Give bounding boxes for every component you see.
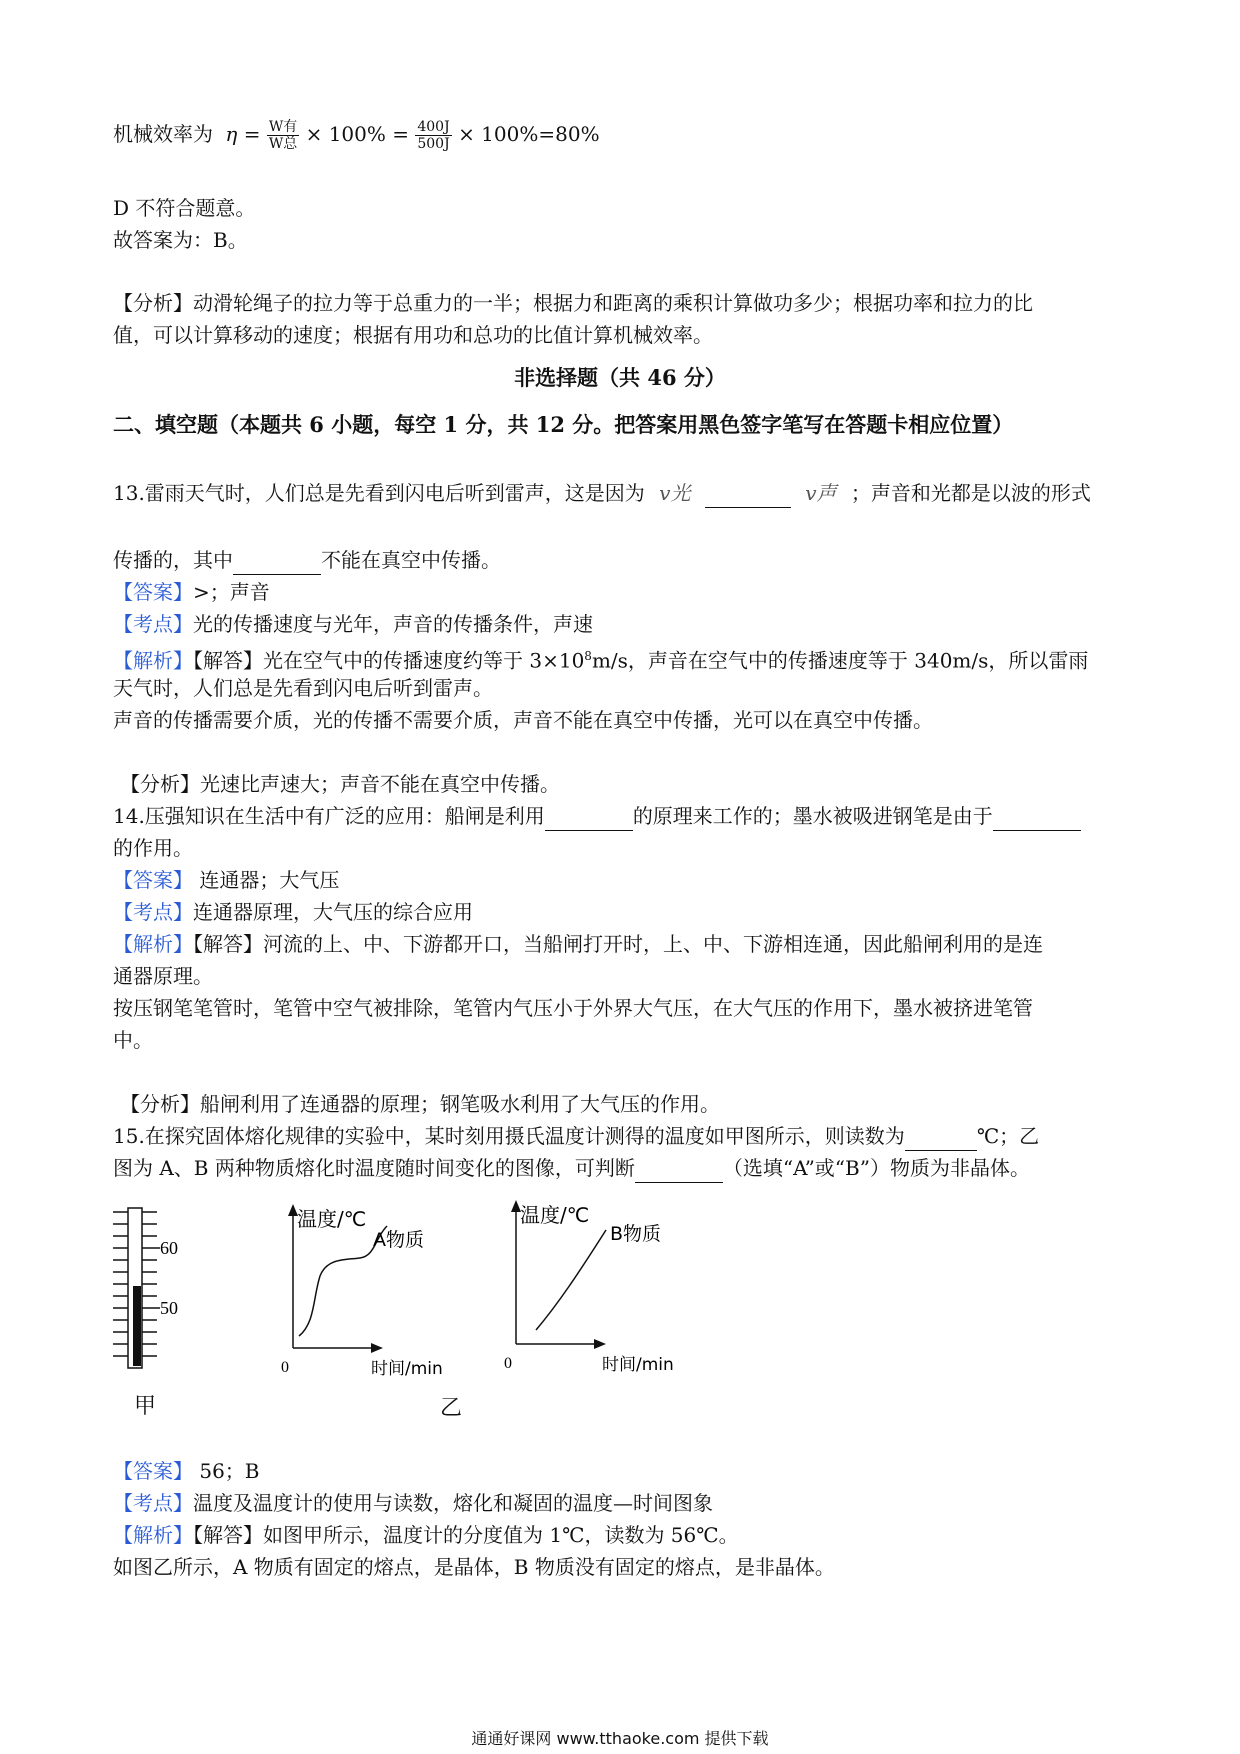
answer-tag: 【答案】: [113, 868, 193, 892]
figure-label-jia: 甲: [134, 1394, 157, 1419]
q15-text-b1: 图为 A、B 两种物质熔化时温度随时间变化的图像，可判断: [113, 1156, 635, 1180]
answer-tag: 【答案】: [113, 1459, 193, 1483]
formula-result: × 100%=80%: [458, 122, 600, 146]
q13-text-a: 13.雷雨天气时，人们总是先看到闪电后听到雷声，这是因为: [113, 481, 645, 505]
text-line: 声音的传播需要介质，光的传播不需要介质，声音不能在真空中传播，光可以在真空中传播。: [113, 708, 933, 732]
text-line: 天气时，人们总是先看到闪电后听到雷声。: [113, 676, 493, 700]
formula-den: 500J: [417, 136, 450, 152]
thermometer-figure: [110, 1200, 220, 1380]
y-axis-label: 温度/℃: [297, 1207, 367, 1231]
q13-kaodian: [113, 609, 593, 639]
kaodian-text: 连通器原理，大气压的综合应用: [193, 900, 473, 924]
text-line: D 不符合题意。: [113, 196, 256, 220]
q14-text-a2: 的原理来工作的；墨水被吸进钢笔是由于: [632, 804, 993, 828]
q13-answer: [113, 577, 270, 607]
tick-label-50: 50: [160, 1298, 178, 1318]
kaodian-tag: 【考点】: [113, 1491, 193, 1515]
tick-label-60: 60: [160, 1238, 178, 1258]
x-axis-arrow: [371, 1343, 383, 1353]
q13-jiexi: [113, 641, 1088, 676]
answer-blank: [705, 489, 791, 508]
jiexi-tag: 【解析】: [113, 1523, 193, 1547]
thermometer-column: [133, 1286, 141, 1366]
answer-blank: [905, 1132, 977, 1151]
curve-label-b: B物质: [610, 1223, 662, 1245]
q15-text-a1: 15.在探究固体熔化规律的实验中，某时刻用摄氏温度计测得的温度如甲图所示，则读数为: [113, 1124, 905, 1148]
q14-jiexi: [113, 929, 1043, 959]
answer-text: 56；B: [193, 1459, 260, 1483]
answer-blank: [545, 812, 633, 831]
origin-label: 0: [504, 1355, 512, 1372]
page-footer: 通通好课网 www.tthaoke.com 提供下载: [471, 1729, 769, 1748]
formula-fraction-j: [415, 119, 451, 152]
q13-text-c1: 传播的，其中: [113, 548, 233, 572]
text-line: 中。: [113, 1028, 153, 1052]
answer-blank: [635, 1164, 723, 1183]
x-axis-arrow: [594, 1339, 606, 1349]
q14-stem: [113, 801, 1081, 831]
section-title: 非选择题（共 46 分）: [514, 365, 726, 390]
formula-fraction-w: [267, 119, 299, 152]
q14-kaodian: [113, 897, 473, 927]
kaodian-tag: 【考点】: [113, 900, 193, 924]
formula-eta: η =: [225, 122, 261, 146]
q13-text-c2: 不能在真空中传播。: [321, 548, 501, 572]
jiexi-tag: 【解析】: [113, 648, 193, 673]
x-axis-label: 时间/min: [602, 1355, 674, 1374]
q14-answer: [113, 865, 339, 895]
figure-label-yi: 乙: [440, 1396, 463, 1421]
text-line: 【分析】动滑轮绳子的拉力等于总重力的一半；根据力和距离的乘积计算做功多少；根据功率和拉力的比: [113, 291, 1033, 315]
q13-fenxi: 【分析】光速比声速大；声音不能在真空中传播。: [120, 772, 560, 796]
q14-fenxi: 【分析】船闸利用了连通器的原理；钢笔吸水利用了大气压的作用。: [120, 1092, 720, 1116]
formula-times: × 100% =: [305, 122, 409, 146]
answer-blank: [993, 812, 1081, 831]
jiexi-text: 【解答】光在空气中的传播速度约等于 3×10: [193, 648, 585, 673]
text-line: 按压钢笔笔管时，笔管中空气被排除，笔管内气压小于外界大气压，在大气压的作用下，墨水被挤进笔管: [113, 996, 1033, 1020]
jiexi-text: 【解答】如图甲所示，温度计的分度值为 1℃，读数为 56℃。: [193, 1523, 739, 1547]
q15-text-b2: （选填“A”或“B”）物质为非晶体。: [722, 1156, 1030, 1180]
text-line: 的作用。: [113, 836, 193, 860]
q13-stem-2: [113, 545, 501, 575]
answer-text: >；声音: [193, 580, 270, 604]
v-light-symbol: v光: [659, 481, 691, 505]
origin-label: 0: [281, 1359, 289, 1376]
jiexi-text: 【解答】河流的上、中、下游都开口，当船闸打开时，上、中、下游相连通，因此船闸利用的是连: [193, 932, 1043, 956]
curve-label-a: A物质: [373, 1229, 424, 1251]
formula-num: 400J: [417, 119, 450, 135]
q15-kaodian: [113, 1488, 713, 1518]
q15-answer: [113, 1456, 260, 1486]
part-title: 二、填空题（本题共 6 小题，每空 1 分，共 12 分。把答案用黑色签字笔写在答题卡相应位置）: [113, 412, 1014, 437]
jiexi-sup: 8: [584, 649, 592, 663]
y-axis-label: 温度/℃: [520, 1203, 590, 1227]
answer-tag: 【答案】: [113, 580, 193, 604]
formula-w-num: W有: [268, 119, 298, 135]
q15-stem: [113, 1121, 1039, 1151]
curve-b: [536, 1230, 606, 1330]
jiexi-tag: 【解析】: [113, 932, 193, 956]
q15-jiexi: [113, 1520, 739, 1550]
text-line: 如图乙所示，A 物质有固定的熔点，是晶体，B 物质没有固定的熔点，是非晶体。: [113, 1555, 835, 1579]
q15-stem-2: [113, 1153, 1030, 1183]
kaodian-text: 温度及温度计的使用与读数，熔化和凝固的温度—时间图象: [193, 1491, 713, 1515]
graph-a: [275, 1198, 475, 1378]
jiexi-text: m/s，声音在空气中的传播速度等于 340m/s，所以雷雨: [591, 648, 1089, 673]
graph-b: [498, 1194, 698, 1374]
x-axis-label: 时间/min: [371, 1359, 443, 1378]
formula-prefix: 机械效率为: [113, 122, 213, 146]
q14-text-a1: 14.压强知识在生活中有广泛的应用：船闸是利用: [113, 804, 545, 828]
formula-w-den: W总: [268, 136, 298, 152]
text-line: 通器原理。: [113, 964, 213, 988]
v-sound-symbol: v声: [805, 481, 837, 505]
q15-text-a2: ℃；乙: [976, 1124, 1040, 1148]
q13-text-b: ；声音和光都是以波的形式: [850, 481, 1091, 505]
q13-stem: [113, 478, 1091, 508]
kaodian-tag: 【考点】: [113, 612, 193, 636]
answer-blank: [233, 556, 321, 575]
text-line: 故答案为：B。: [113, 228, 248, 252]
text-line: 值，可以计算移动的速度；根据有用功和总功的比值计算机械效率。: [113, 323, 713, 347]
answer-text: 连通器；大气压: [193, 868, 340, 892]
kaodian-text: 光的传播速度与光年，声音的传播条件，声速: [193, 612, 593, 636]
efficiency-formula: [113, 118, 600, 178]
